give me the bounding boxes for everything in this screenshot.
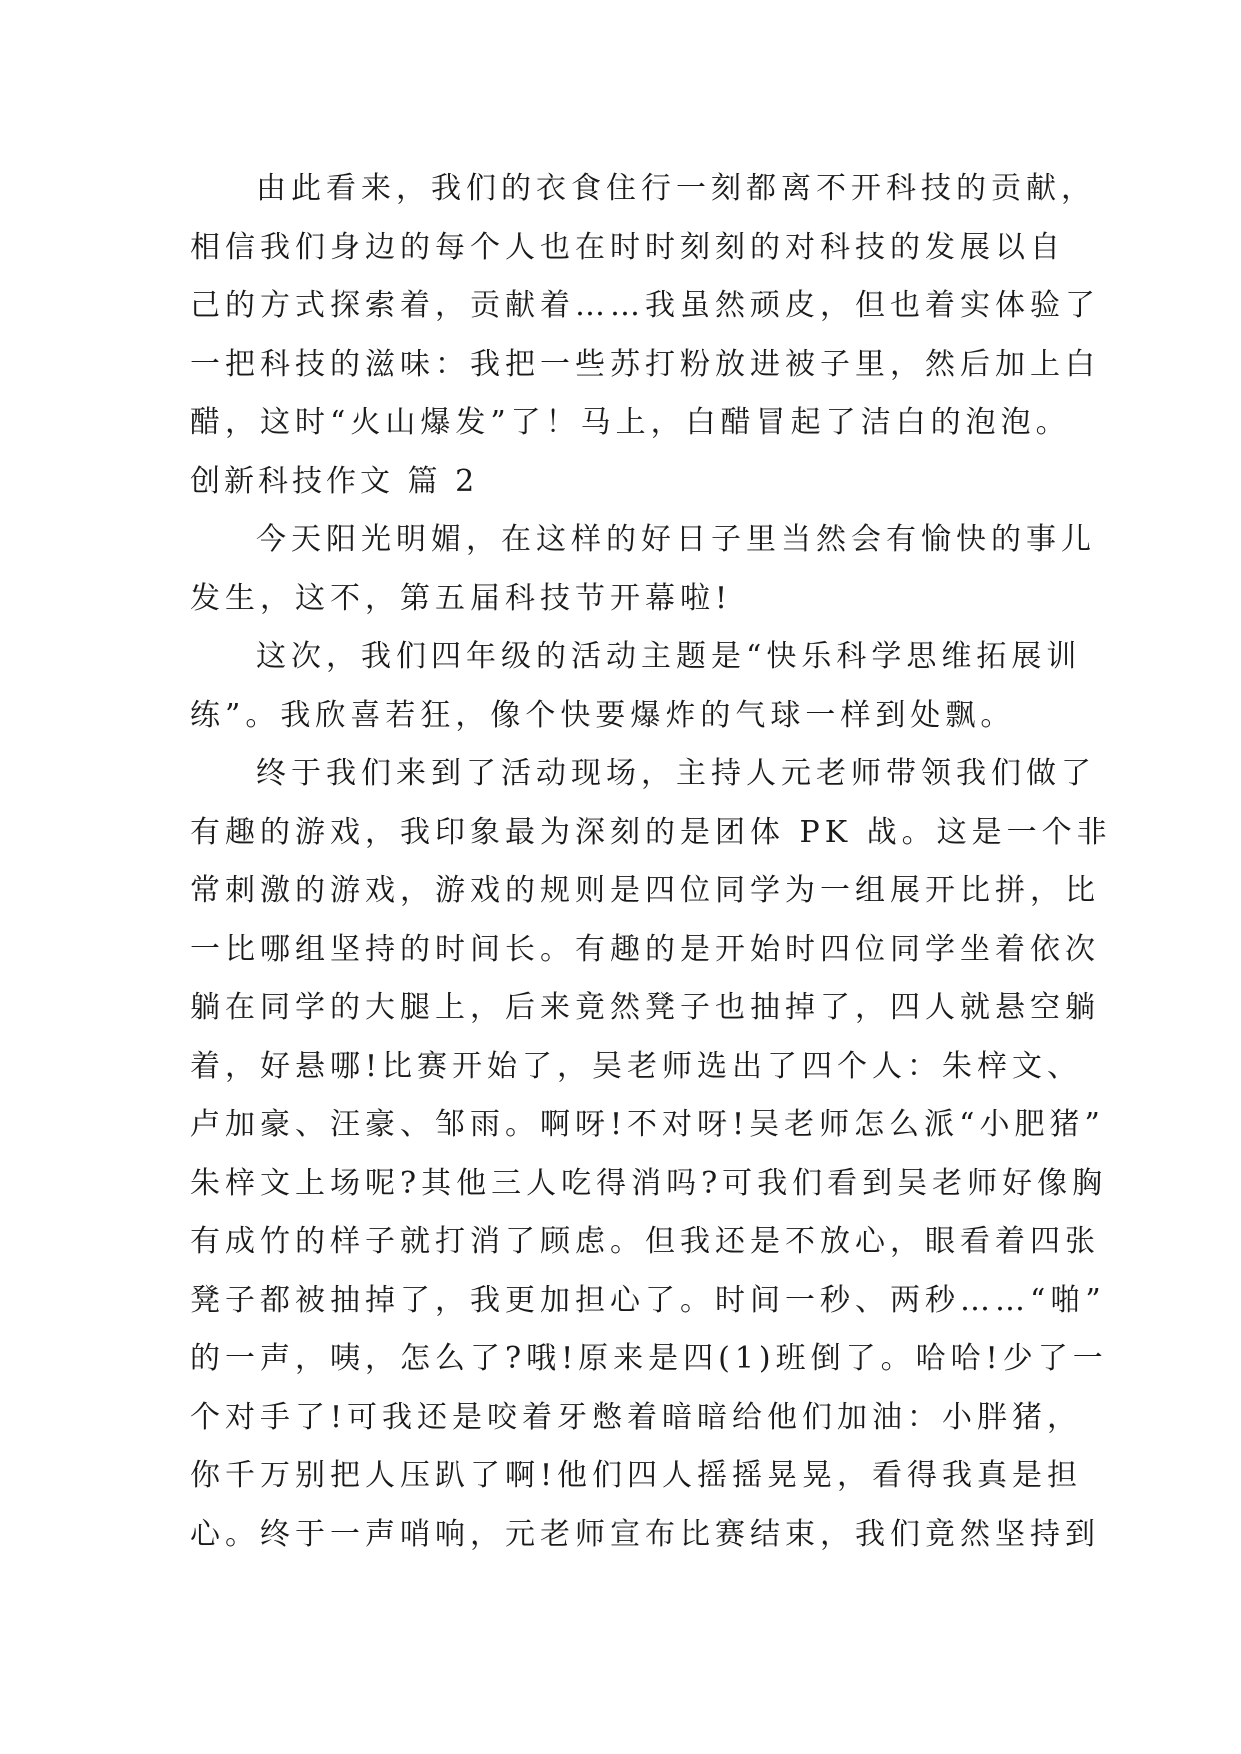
paragraph-line: 你千万别把人压趴了啊!他们四人摇摇晃晃，看得我真是担 <box>190 1458 1083 1493</box>
paragraph-line: 相信我们身边的每个人也在时时刻刻的对科技的发展以自 <box>190 229 1065 265</box>
paragraph-line: 发生，这不，第五届科技节开幕啦! <box>190 580 733 616</box>
document-body <box>190 160 1112 1564</box>
paragraph-line: 今天阳光明媚，在这样的好日子里当然会有愉快的事儿 <box>256 522 1096 557</box>
paragraph-line: 凳子都被抽掉了，我更加担心了。时间一秒、两秒……“啪” <box>190 1282 1106 1318</box>
paragraph-line: 朱梓文上场呢?其他三人吃得消吗?可我们看到吴老师好像胸 <box>190 1165 1108 1201</box>
paragraph-line: 有成竹的样子就打消了顾虑。但我还是不放心，眼看着四张 <box>190 1224 1100 1259</box>
paragraph-line: 终于我们来到了活动现场，主持人元老师带领我们做了 <box>256 756 1096 791</box>
paragraph-line: 这次，我们四年级的活动主题是“快乐科学思维拓展训 <box>256 639 1082 674</box>
paragraph-line: 由此看来，我们的衣食住行一刻都离不开科技的贡献， <box>256 171 1096 206</box>
paragraph-line: 常刺激的游戏，游戏的规则是四位同学为一组展开比拼，比 <box>190 873 1100 908</box>
section-heading: 创新科技作文 篇 2 <box>190 463 479 499</box>
paragraph-line: 卢加豪、汪豪、邹雨。啊呀!不对呀!吴老师怎么派“小肥猪” <box>190 1107 1105 1142</box>
paragraph-line: 醋，这时“火山爆发”了！马上，白醋冒起了洁白的泡泡。 <box>190 405 1071 440</box>
paragraph-line: 个对手了!可我还是咬着牙憋着暗暗给他们加油：小胖猪， <box>190 1399 1083 1435</box>
paragraph-line: 有趣的游戏，我印象最为深刻的是团体 PK 战。这是一个非 <box>190 814 1112 850</box>
paragraph-line: 心。终于一声哨响，元老师宣布比赛结束，我们竟然坚持到 <box>190 1516 1100 1552</box>
paragraph-line: 着，好悬哪!比赛开始了，吴老师选出了四个人：朱梓文、 <box>190 1048 1083 1084</box>
paragraph-line: 一把科技的滋味：我把一些苏打粉放进被子里，然后加上白 <box>190 346 1100 382</box>
paragraph-line: 一比哪组坚持的时间长。有趣的是开始时四位同学坐着依次 <box>190 931 1100 967</box>
paragraph-line: 躺在同学的大腿上，后来竟然凳子也抽掉了，四人就悬空躺 <box>190 990 1100 1025</box>
paragraph-line: 练”。我欣喜若狂，像个快要爆炸的气球一样到处飘。 <box>190 697 1016 733</box>
paragraph-line: 己的方式探索着，贡献着……我虽然顽皮，但也着实体验了 <box>190 288 1100 323</box>
paragraph-line: 的一声，咦，怎么了?哦!原来是四(1)班倒了。哈哈!少了一 <box>190 1341 1108 1376</box>
